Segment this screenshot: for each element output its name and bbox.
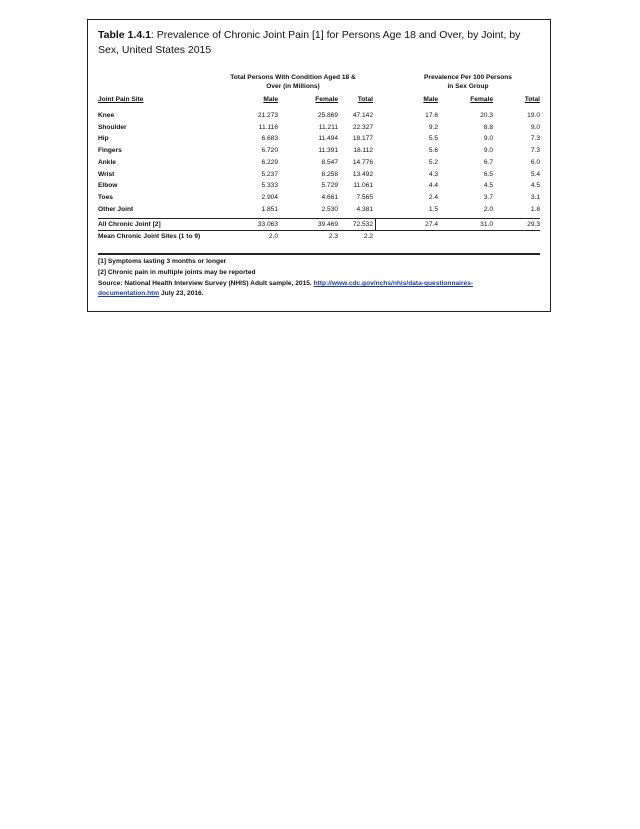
col-header-prev-female-text: Female xyxy=(470,96,493,103)
cell-female: 8.547 xyxy=(321,158,338,166)
cell-total: 18.177 xyxy=(352,135,373,143)
cell-female: 25.869 xyxy=(317,112,338,119)
cell-total: 14.776 xyxy=(352,158,373,166)
cell-male: 11.116 xyxy=(258,123,278,131)
cell-ptotal: 5.4 xyxy=(530,170,540,178)
col-header-total xyxy=(338,96,373,103)
table-row xyxy=(88,194,552,205)
cell-male: 5.237 xyxy=(261,170,278,178)
col-header-prev-total-text: Total xyxy=(524,96,540,103)
cell-pfemale: 3.7 xyxy=(483,193,493,201)
cell-pfemale: 2.0 xyxy=(483,205,493,213)
cell-pfemale: 6.7 xyxy=(483,158,493,166)
col-header-prev-male-text: Male xyxy=(423,96,438,103)
table-row xyxy=(88,124,552,135)
group-header-right-line2: in Sex Group xyxy=(447,83,489,90)
cell-pmale: 5.5 xyxy=(428,135,438,143)
row-label: Knee xyxy=(98,112,115,119)
cell-total: 72.532 xyxy=(352,221,373,228)
cell-pfemale: 8.8 xyxy=(483,123,493,131)
cell-pmale: 9.2 xyxy=(428,123,438,131)
group-header-left-line1: Total Persons With Condition Aged 18 & xyxy=(230,74,356,81)
mean-sites-label: Mean Chronic Joint Sites (1 to 9) xyxy=(98,233,201,240)
cell-female: 39.469 xyxy=(317,221,338,228)
table-row xyxy=(88,171,552,182)
cell-male: 1.851 xyxy=(261,205,278,213)
col-header-female-text: Female xyxy=(315,96,338,103)
cell-pfemale: 6.5 xyxy=(483,170,493,178)
table-container xyxy=(87,19,551,312)
cell-male: 5.333 xyxy=(261,182,278,190)
divider-bottom xyxy=(98,253,540,255)
cell-pmale: 4.4 xyxy=(428,182,438,190)
cell-male: 2.0 xyxy=(268,233,278,240)
row-label: Elbow xyxy=(98,182,118,190)
cell-ptotal: 3.1 xyxy=(530,193,540,201)
source-link-continued[interactable]: documentation.htm xyxy=(98,290,160,297)
col-header-site: Joint Pain Site xyxy=(98,96,144,103)
mean-sites-row xyxy=(88,233,552,244)
group-header-right-line1: Prevalence Per 100 Persons xyxy=(424,74,512,81)
cell-ptotal: 7.3 xyxy=(530,135,540,143)
cell-male: 6.229 xyxy=(261,158,278,166)
table-row xyxy=(88,159,552,170)
row-label: Other Joint xyxy=(98,205,134,213)
row-label: Hip xyxy=(98,135,109,143)
table-row xyxy=(88,112,552,123)
group-header-prevalence xyxy=(398,73,538,91)
cell-total: 4.381 xyxy=(356,205,373,213)
cell-total: 2.2 xyxy=(363,233,373,240)
row-label: Wrist xyxy=(98,170,115,178)
row-label: Shoulder xyxy=(98,123,127,131)
cell-female: 2.3 xyxy=(328,233,338,240)
cell-male: 2.904 xyxy=(261,193,278,201)
cell-female: 11.494 xyxy=(318,135,338,143)
cell-pmale: 1.5 xyxy=(428,205,438,213)
cell-ptotal: 9.0 xyxy=(530,123,540,131)
group-header-total-persons xyxy=(218,73,368,91)
footnote-1: [1] Symptoms lasting 3 months or longer xyxy=(98,258,227,265)
col-header-male xyxy=(228,96,278,103)
cell-pmale: 4.3 xyxy=(428,170,438,178)
cell-prev-male: 27.4 xyxy=(425,221,438,228)
cell-total: 22.327 xyxy=(352,123,373,131)
table-row xyxy=(88,135,552,146)
cell-pmale: 5.6 xyxy=(428,147,438,155)
source-date: July 23, 2016. xyxy=(159,290,204,297)
group-header-left-line2: Over (in Millions) xyxy=(266,83,320,90)
table-row xyxy=(88,147,552,158)
row-label: Toes xyxy=(98,193,113,201)
row-label: Ankle xyxy=(98,158,116,166)
col-header-female xyxy=(284,96,338,103)
footnote-2: [2] Chronic pain in multiple joints may be reported xyxy=(98,269,256,276)
cell-pfemale: 9.0 xyxy=(483,135,493,143)
cell-pfemale: 9.0 xyxy=(483,147,493,155)
cell-pfemale: 20.3 xyxy=(480,112,493,119)
cell-male: 6.683 xyxy=(261,135,278,143)
col-header-total-text: Total xyxy=(357,96,373,103)
cell-ptotal: 7.3 xyxy=(530,147,540,155)
cell-pmale: 2.4 xyxy=(428,193,438,201)
cell-female: 11.211 xyxy=(318,123,338,131)
col-header-prev-total xyxy=(498,96,540,103)
cell-female: 11.391 xyxy=(318,147,338,155)
cell-female: 4.661 xyxy=(321,193,338,201)
cell-ptotal: 1.8 xyxy=(530,205,540,213)
table-row xyxy=(88,206,552,217)
cell-ptotal: 19.0 xyxy=(527,112,540,119)
col-header-prev-female xyxy=(443,96,493,103)
table-number: Table 1.4.1 xyxy=(98,29,151,41)
cell-female: 8.258 xyxy=(321,170,338,178)
table-title-text: : Prevalence of Chronic Joint Pain [1] for Persons Age 18 and Over, by Joint, by Sex, United States 2015 xyxy=(98,29,521,56)
all-chronic-label: All Chronic Joint [2] xyxy=(98,221,161,228)
divider-mid xyxy=(98,230,540,231)
cell-pfemale: 4.5 xyxy=(483,182,493,190)
col-header-prev-male xyxy=(398,96,438,103)
cell-total: 13.492 xyxy=(352,170,373,178)
source-note xyxy=(98,279,538,299)
cell-total: 47.142 xyxy=(352,112,373,119)
row-label: Fingers xyxy=(98,147,122,155)
cell-pmale: 5.2 xyxy=(428,158,438,166)
table-title xyxy=(98,28,544,58)
cell-total: 11.061 xyxy=(353,182,373,190)
cell-total: 7.565 xyxy=(356,193,373,201)
cell-male: 33.063 xyxy=(257,221,278,228)
cell-female: 2.530 xyxy=(321,205,338,213)
cell-total: 18.112 xyxy=(353,147,373,155)
cell-ptotal: 4.5 xyxy=(530,182,540,190)
source-link[interactable]: http://www.cdc.gov/nchs/nhis/data-questionnaires- xyxy=(313,280,474,287)
cell-prev-female: 31.0 xyxy=(480,221,493,228)
divider-top xyxy=(98,218,540,219)
table-row xyxy=(88,182,552,193)
cell-prev-total: 29.3 xyxy=(527,221,540,228)
cell-female: 5.729 xyxy=(321,182,338,190)
cell-male: 6.720 xyxy=(261,147,278,155)
source-text: Source: National Health Interview Survey (NHIS) Adult sample, 2015. xyxy=(98,280,314,287)
col-header-male-text: Male xyxy=(263,96,278,103)
column-header-row xyxy=(88,96,552,107)
cell-ptotal: 6.0 xyxy=(530,158,540,166)
cell-male: 21.273 xyxy=(257,112,278,119)
cell-pmale: 17.6 xyxy=(425,112,438,119)
